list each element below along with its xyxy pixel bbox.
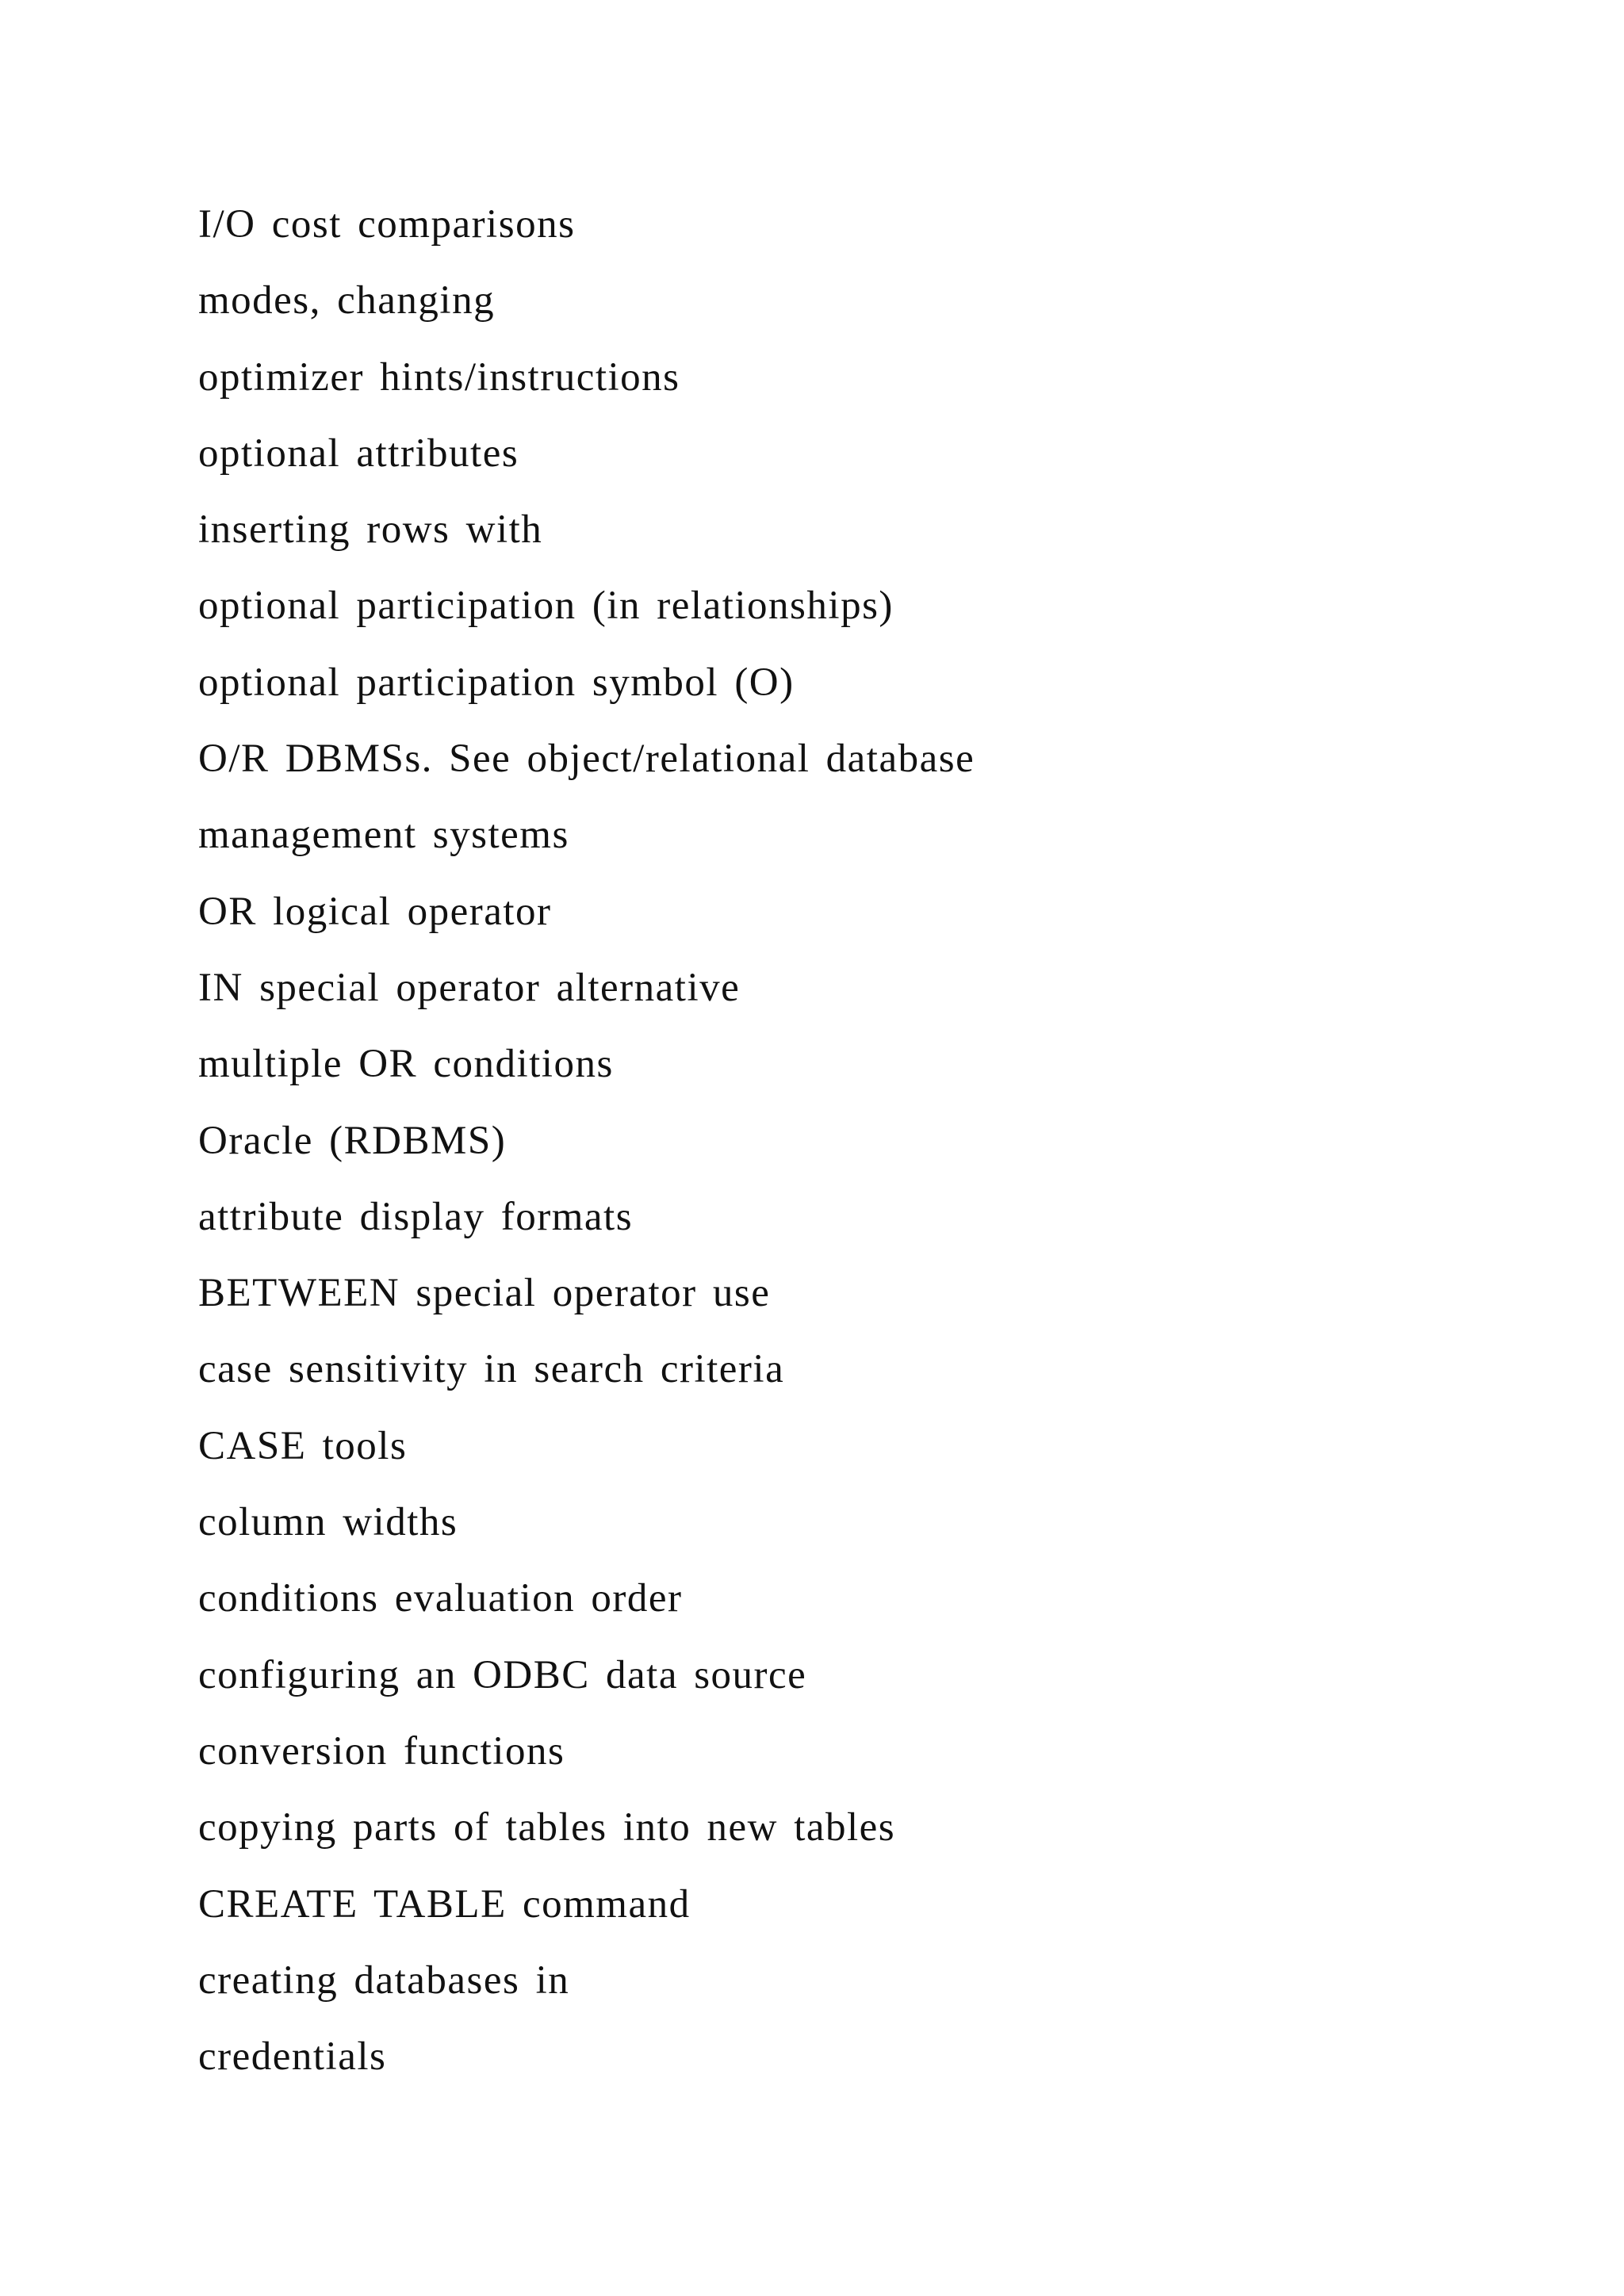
index-entry: creating databases in [198,1957,570,2003]
index-entry: inserting rows with [198,507,543,553]
index-entry: Oracle (RDBMS) [198,1118,507,1163]
index-entry: optional attributes [198,430,519,476]
index-entry: IN special operator alternative [198,965,741,1010]
index-entry: O/R DBMSs. See object/relational database [198,737,975,782]
index-entry: credentials [198,2034,387,2080]
index-entry: attribute display formats [198,1194,634,1239]
index-entry: conditions evaluation order [198,1576,683,1621]
index-entry: configuring an ODBC data source [198,1652,807,1697]
index-entry: column widths [198,1500,458,1545]
index-entry: optional participation symbol (O) [198,660,795,705]
index-entry: multiple OR conditions [198,1042,614,1087]
index-entry: OR logical operator [198,889,552,934]
index-entry: conversion functions [198,1728,565,1774]
index-entry: optional participation (in relationships) [198,584,894,629]
index-entry: copying parts of tables into new tables [198,1805,896,1850]
index-entry: case sensitivity in search criteria [198,1347,785,1392]
index-entry: CASE tools [198,1423,408,1468]
index-entry: management systems [198,813,569,858]
index-entry: I/O cost comparisons [198,202,576,247]
index-entry: modes, changing [198,278,496,323]
index-entry: BETWEEN special operator use [198,1271,771,1316]
index-entry-list [198,186,975,2095]
index-entry: optimizer hints/instructions [198,354,680,400]
index-entry: CREATE TABLE command [198,1881,691,1927]
